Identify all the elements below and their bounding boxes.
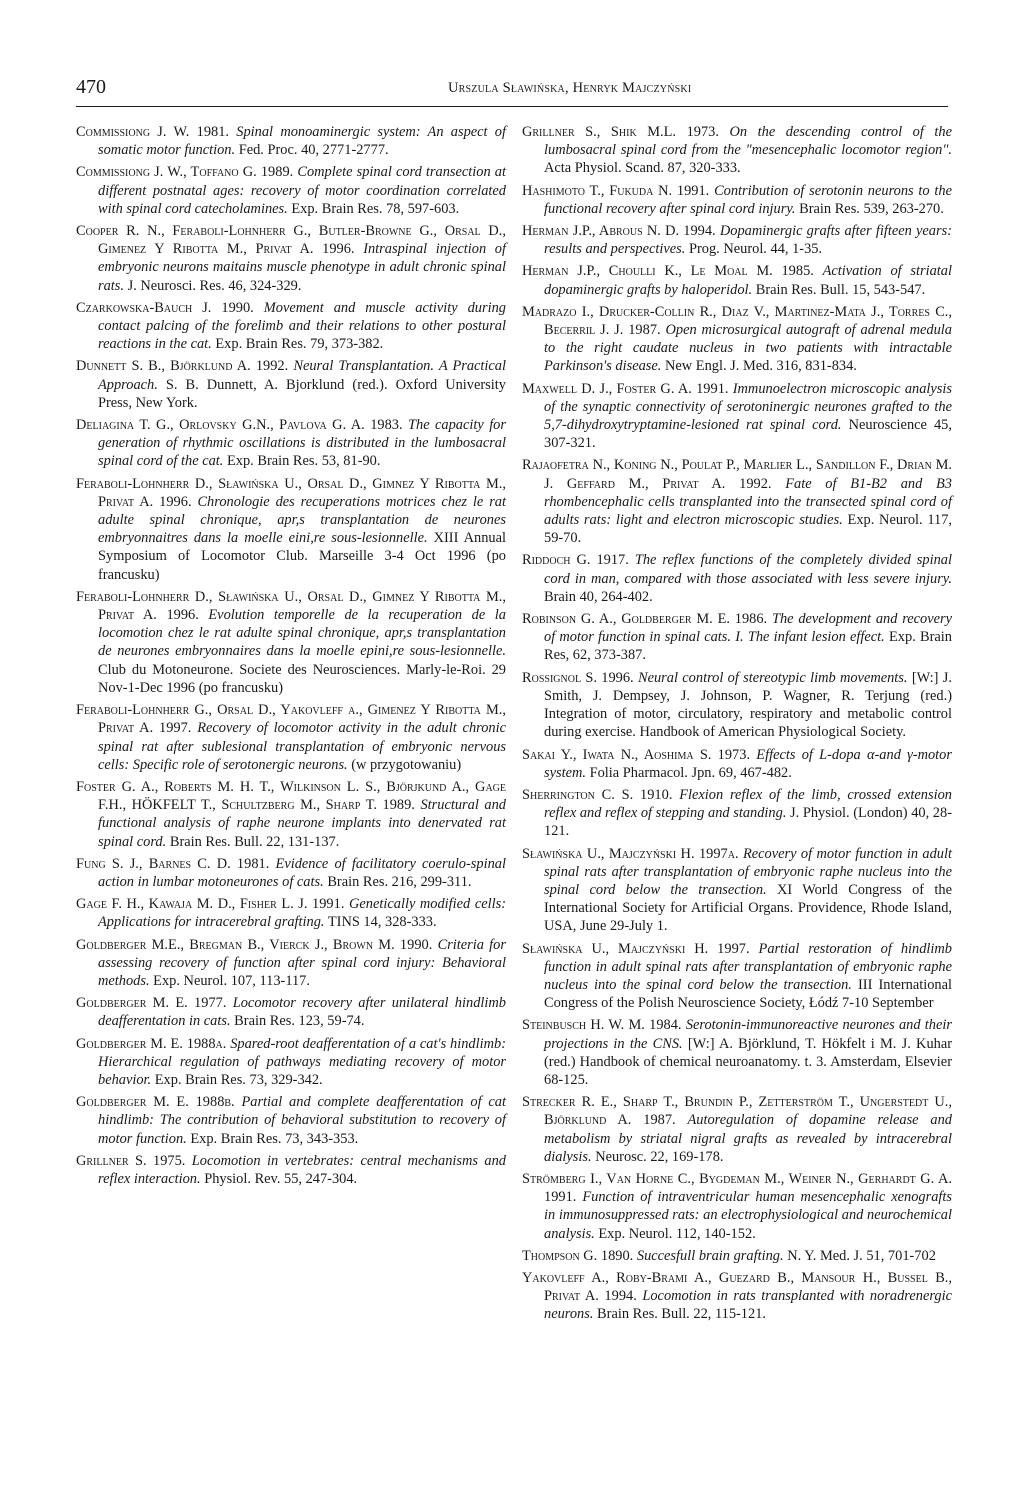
reference-authors: Herman J.P., Choulli K., Le Moal M. 1985.: [522, 263, 814, 280]
reference-title: Succesfull brain grafting.: [636, 1247, 784, 1264]
reference-entry: [522, 1247, 952, 1265]
reference-entry: [522, 845, 952, 936]
reference-source: S. B. Dunnett, A. Bjorklund (red.). Oxford University Press, New York.: [98, 376, 506, 411]
reference-entry: [522, 1016, 952, 1089]
reference-source: Fed. Proc. 40, 2771-2777.: [238, 142, 389, 159]
reference-entry: [522, 222, 952, 258]
reference-authors: Grillner S., Shik M.L. 1973.: [522, 124, 719, 140]
reference-title: Chronologie des recuperations motrices chez le rat adulte spinal chronique, apr,s transplantation de neurones embryonnaitres dans la moelle eini,re sous-lesionnelle.: [98, 493, 506, 547]
reference-authors: Commissiong J. W., Toffano G. 1989.: [76, 164, 294, 181]
reference-title: Locomotion in vertebrates: central mechanisms and reflex interaction.: [98, 1152, 506, 1187]
reference-authors: Riddoch G. 1917.: [522, 552, 629, 569]
reference-authors: Feraboli-Lohnherr D., Sławińska U., Orsal D., Gimnez Y Ribotta M., Privat A. 1996.: [76, 588, 506, 624]
reference-title: Spared-root deafferentation of a cat's hindlimb: Hierarchical regulation of pathways mediating recovery of motor behavior.: [98, 1035, 506, 1088]
reference-source: [W:] J. Smith, J. Dempsey, J. Johnson, P. Wagner, R. Terjung (red.) Integration of motor, circulatory, respiratory and metabolic control during exercise. Handbook of American Physiological Society.: [544, 669, 952, 741]
reference-authors: Maxwell D. J., Foster G. A. 1991.: [522, 380, 729, 397]
reference-authors: Strecker R. E., Sharp T., Brundin P., Zetterström T., Ungerstedt U., Björklund A. 1987.: [522, 1094, 952, 1129]
reference-source: Exp. Brain Res, 62, 373-387.: [544, 629, 952, 664]
page-number: 470: [76, 76, 106, 98]
reference-title: The development and recovery of motor function in spinal cats. I. The infant lesion effect.: [544, 611, 953, 646]
reference-source: Brain 40, 264-402.: [544, 588, 653, 605]
reference-entry: [76, 1035, 506, 1090]
reference-entry: [522, 669, 952, 742]
reference-entry: [76, 588, 506, 697]
reference-source: Folia Pharmacol. Jpn. 69, 467-482.: [589, 764, 792, 781]
reference-title: Structural and functional analysis of raphe neurone implants into denervated rat spinal cord.: [98, 797, 506, 850]
reference-source: Brain Res. Bull. 22, 115-121.: [597, 1306, 766, 1323]
reference-entry: [76, 994, 506, 1030]
reference-entry: [522, 262, 952, 298]
reference-title: Movement and muscle activity during contact palcing of the forelimb and their relations to other postural reactions in the cat.: [98, 299, 506, 353]
reference-authors: Herman J.P., Abrous N. D. 1994.: [522, 223, 716, 240]
reference-authors: Yakovleff A., Roby-Brami A., Guezard B., Mansour H., Bussel B., Privat A. 1994.: [522, 1269, 952, 1305]
references-column-right: [522, 123, 952, 1328]
reference-title: Genetically modified cells: Applications for intracerebral grafting.: [98, 896, 506, 931]
running-head: Urszula Sławińska, Henryk Majczyński: [448, 80, 692, 96]
reference-authors: Goldberger M. E. 1977.: [76, 995, 227, 1012]
reference-title: Intraspinal injection of embryonic neurons maitains muscle phenotype in adult chronic spinal rats.: [98, 241, 506, 294]
reference-source: Club du Motoneurone. Societe des Neurosciences. Marly-le-Roi. 29 Nov-1-Dec 1996 (po francusku): [98, 661, 506, 696]
reference-source: N. Y. Med. J. 51, 701-702: [787, 1247, 936, 1264]
reference-entry: [76, 357, 506, 412]
reference-source: J. Physiol. (London) 40, 28-121.: [544, 805, 952, 840]
reference-title: Evidence of facilitatory coerulo-spinal action in lumbar motoneurones of cats.: [98, 855, 506, 890]
reference-title: Spinal monoaminergic system: An aspect of somatic motor function.: [98, 124, 506, 159]
reference-authors: Sakai Y., Iwata N., Aoshima S. 1973.: [522, 746, 751, 763]
reference-authors: Deliagina T. G., Orlovsky G.N., Pavlova G. A. 1983.: [76, 417, 403, 434]
reference-title: The reflex functions of the completely divided spinal cord in man, compared with those associated with less severe injury.: [544, 552, 952, 587]
reference-entry: [76, 778, 506, 851]
reference-title: Contribution of serotonin neurons to the functional recovery after spinal cord injury.: [544, 182, 952, 217]
reference-title: Criteria for assessing recovery of function after spinal cord injury: Behavioral methods.: [98, 936, 506, 989]
reference-title: Recovery of motor function in adult spinal rats after transplantation of embryonic raphe nucleus into the spinal cord below the transection.: [544, 845, 953, 898]
reference-source: Exp. Brain Res. 78, 597-603.: [291, 200, 460, 217]
reference-source: Physiol. Rev. 55, 247-304.: [204, 1170, 358, 1187]
reference-entry: [522, 1170, 952, 1243]
reference-entry: [76, 855, 506, 891]
reference-authors: Czarkowska-Bauch J. 1990.: [76, 299, 254, 316]
reference-entry: [76, 299, 506, 354]
reference-title: Open microsurgical autograft of adrenal medula to the right caudate nucleus in two patients with intractable Parkinson's disease.: [544, 322, 952, 375]
reference-title: Locomotion in rats transplanted with noradrenergic neurons.: [544, 1288, 952, 1323]
reference-authors: Fung S. J., Barnes C. D. 1981.: [76, 855, 270, 872]
reference-source: Brain Res. Bull. 15, 543-547.: [755, 281, 926, 298]
reference-entry: [76, 416, 506, 471]
reference-source: Acta Physiol. Scand. 87, 320-333.: [544, 160, 741, 177]
reference-authors: Robinson G. A., Goldberger M. E. 1986.: [522, 611, 768, 628]
reference-authors: Goldberger M. E. 1988a.: [76, 1035, 227, 1052]
reference-authors: Strömberg I., Van Horne C., Bygdeman M., Weiner N., Gerhardt G. A. 1991.: [522, 1170, 952, 1206]
reference-source: Exp. Brain Res. 53, 81-90.: [226, 453, 381, 470]
reference-title: On the descending control of the lumbosacral spinal cord from the "mesencephalic locomotor region".: [544, 124, 952, 159]
reference-title: Flexion reflex of the limb, crossed extension reflex and reflex of stepping and standing.: [544, 786, 952, 822]
reference-entry: [76, 1093, 506, 1148]
reference-entry: [522, 380, 952, 453]
reference-authors: Goldberger M.E., Bregman B., Vierck J., Brown M. 1990.: [76, 936, 433, 953]
reference-entry: [76, 475, 506, 584]
reference-source: Exp. Brain Res. 73, 329-342.: [154, 1071, 323, 1088]
reference-entry: [522, 746, 952, 782]
reference-source: TINS 14, 328-333.: [327, 914, 437, 931]
reference-source: XI World Congress of the International Society for Artificial Organs. Providence, Rhode Island, USA, June 29-July 1.: [544, 881, 952, 935]
reference-source: [W:] A. Björklund, T. Hökfelt i M. J. Kuhar (red.) Handbook of chemical neuroanatomy. t. 3. Amsterdam, Elsevier 68-125.: [544, 1035, 953, 1088]
reference-source: Brain Res. 123, 59-74.: [234, 1013, 365, 1030]
reference-entry: [522, 182, 952, 218]
reference-title: Fate of B1-B2 and B3 rhombencephalic cells transplanted into the transected spinal cord of adults rats: light and electron microscopic studies.: [544, 475, 952, 529]
references-column-left: [76, 123, 506, 1192]
reference-authors: Sławińska U., Majczyński H. 1997.: [522, 940, 750, 957]
reference-authors: Rajaofetra N., Koning N., Poulat P., Marlier L., Sandillon F., Drian M. J. Geffard M., Privat A. 1992.: [522, 457, 952, 492]
reference-source: Brain Res. 539, 263-270.: [799, 200, 944, 217]
reference-title: Autoregulation of dopamine release and metabolism by striatal nigral grafts as revealed by intracerebral dialysis.: [544, 1112, 952, 1165]
reference-source: Prog. Neurol. 44, 1-35.: [688, 241, 823, 258]
reference-authors: Thompson G. 1890.: [522, 1247, 634, 1264]
reference-source: Exp. Neurol. 117, 59-70.: [544, 512, 952, 547]
reference-title: Neural control of stereotypic limb movements.: [638, 669, 908, 686]
reference-entry: [76, 936, 506, 991]
reference-title: Function of intraventricular human mesencephalic xenografts in immunosuppressed rats: an electrophysiological and neurochemical analysis.: [544, 1189, 952, 1242]
reference-source: Exp. Brain Res. 73, 343-353.: [190, 1130, 359, 1147]
reference-source: III International Congress of the Polish Neuroscience Society, Łódź 7-10 September: [544, 976, 952, 1012]
reference-title: Partial restoration of hindlimb function in adult spinal rats after transplantation of embryonic raphe nucleus into the spinal cord below the transection.: [544, 940, 952, 993]
reference-source: J. Neurosci. Res. 46, 324-329.: [127, 277, 302, 294]
reference-authors: Madrazo I., Drucker-Collin R., Diaz V., Martinez-Mata J., Torres C., Becerril J. J. 1987.: [522, 303, 952, 339]
reference-source: New Engl. J. Med. 316, 831-834.: [665, 358, 857, 375]
reference-title: Dopaminergic grafts after fifteen years: results and perspectives.: [544, 223, 952, 258]
reference-source: (w przygotowaniu): [351, 756, 462, 773]
reference-entry: [522, 551, 952, 606]
reference-authors: Cooper R. N., Feraboli-Lohnherr G., Butler-Browne G., Orsal D., Gimenez Y Ribotta M., Privat A. 1996.: [76, 223, 506, 258]
reference-source: Exp. Brain Res. 79, 373-382.: [215, 336, 384, 353]
reference-authors: Dunnett S. B., Björklund A. 1992.: [76, 358, 289, 375]
reference-source: Brain Res. Bull. 22, 131-137.: [169, 833, 340, 850]
reference-authors: Steinbusch H. W. M. 1984.: [522, 1017, 682, 1034]
reference-title: Neural Transplantation. A Practical Approach.: [98, 358, 506, 393]
reference-title: Activation of striatal dopaminergic grafts by haloperidol.: [544, 263, 952, 298]
reference-entry: [522, 123, 952, 178]
reference-title: Partial and complete deafferentation of cat hindlimb: The contribution of behavioral substitution to recovery of motor function.: [98, 1094, 506, 1147]
reference-title: Recovery of locomotor activity in the adult chronic spinal rat after sublesional transplantation of embryonic nervous cells: Specific role of serotonergic neurons.: [98, 720, 506, 773]
reference-authors: Sherrington C. S. 1910.: [522, 786, 673, 803]
reference-authors: Goldberger M. E. 1988b.: [76, 1094, 235, 1111]
reference-authors: Grillner S. 1975.: [76, 1152, 186, 1169]
reference-entry: [522, 1269, 952, 1324]
reference-entry: [522, 786, 952, 841]
reference-title: Locomotor recovery after unilateral hindlimb deafferentation in cats.: [98, 995, 506, 1030]
reference-entry: [522, 940, 952, 1013]
reference-entry: [522, 303, 952, 376]
reference-authors: Rossignol S. 1996.: [522, 669, 634, 686]
reference-authors: Commissiong J. W. 1981.: [76, 124, 230, 140]
reference-authors: Feraboli-Lohnherr D., Sławińska U., Orsal D., Gimnez Y Ribotta M., Privat A. 1996.: [76, 475, 506, 510]
reference-authors: Gage F. H., Kawaja M. D., Fisher L. J. 1991.: [76, 896, 345, 913]
reference-entry: [76, 123, 506, 159]
reference-source: Neurosc. 22, 169-178.: [595, 1148, 724, 1165]
reference-title: The capacity for generation of rhythmic oscillations is distributed in the lumbosacral spinal cord of the cat.: [98, 417, 506, 470]
reference-entry: [76, 895, 506, 931]
reference-source: Exp. Neurol. 112, 140-152.: [598, 1225, 756, 1242]
reference-source: Neuroscience 45, 307-321.: [544, 417, 952, 452]
page-header: [76, 74, 948, 107]
reference-entry: [76, 163, 506, 218]
reference-authors: Sławińska U., Majczyński H. 1997a.: [522, 845, 739, 862]
reference-entry: [76, 701, 506, 774]
reference-title: Complete spinal cord transection at different postnatal ages: recovery of motor coordination correlated with spinal cord catecholamines.: [98, 164, 506, 217]
reference-title: Serotonin-immunoreactive neurones and their projections in the CNS.: [544, 1017, 952, 1052]
reference-entry: [76, 222, 506, 295]
reference-entry: [522, 456, 952, 547]
reference-authors: Foster G. A., Roberts M. H. T., Wilkinson L. S., Björjkund A., Gage F.H., HÖKFELT T., Schultzberg M., Sharp T. 1989.: [76, 778, 506, 814]
reference-source: Brain Res. 216, 299-311.: [327, 873, 472, 890]
reference-source: XIII Annual Symposium of Locomotor Club. Marseille 3-4 Oct 1996 (po francusku): [98, 530, 506, 583]
reference-entry: [76, 1152, 506, 1188]
reference-entry: [522, 1093, 952, 1166]
reference-authors: Feraboli-Lohnherr G., Orsal D., Yakovleff a., Gimenez Y Ribotta M., Privat A. 1997.: [76, 702, 506, 737]
reference-title: Effects of L-dopa α-and γ-motor system.: [544, 746, 952, 781]
reference-source: Exp. Neurol. 107, 113-117.: [153, 972, 310, 989]
reference-title: Evolution temporelle de la recuperation de la locomotion chez le rat adulte spinal chronique, apr,s transplantation de neurones embryonnaires dans la moelle epini,re sous-lesionnelle.: [98, 607, 506, 660]
reference-entry: [522, 610, 952, 665]
reference-authors: Hashimoto T., Fukuda N. 1991.: [522, 182, 710, 199]
reference-title: Immunoelectron microscopic analysis of the synaptic connectivity of serotoninergic neurones grafted to the 5,7-dihydroxytryptamine-lesioned rat spinal cord.: [544, 380, 952, 434]
